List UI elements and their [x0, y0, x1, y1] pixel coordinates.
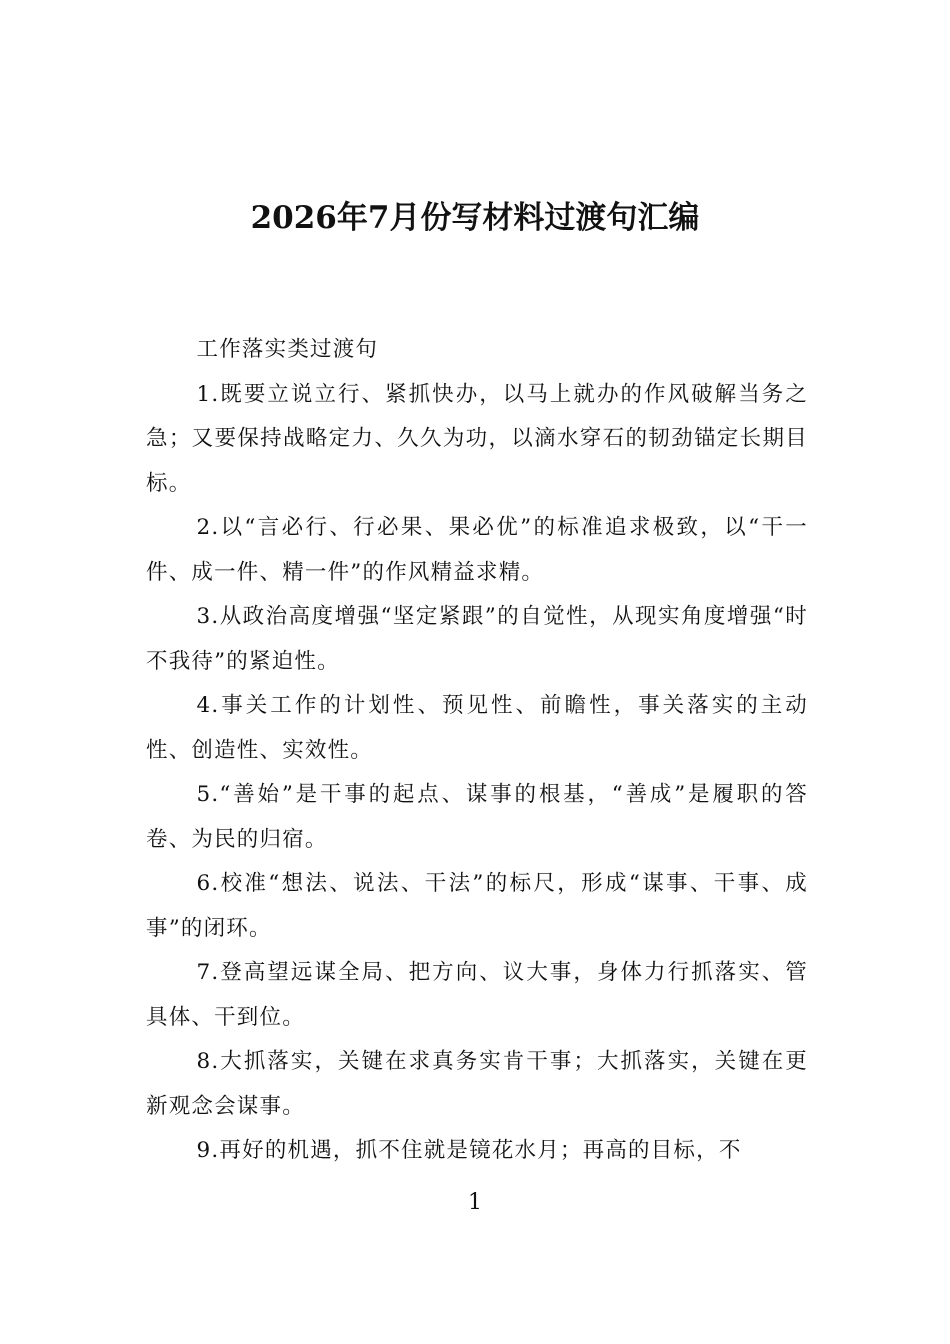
document-title: 2026年7月份写材料过渡句汇编	[250, 200, 700, 236]
document-body	[146, 328, 808, 1174]
paragraph-6: 6.校准“想法、说法、干法”的标尺，形成“谋事、干事、成事”的闭环。	[146, 871, 808, 941]
paragraph-7: 7.登高望远谋全局、把方向、议大事，身体力行抓落实、管具体、干到位。	[146, 960, 808, 1030]
paragraph-5: 5.“善始”是干事的起点、谋事的根基，“善成”是履职的答卷、为民的归宿。	[146, 782, 808, 852]
paragraph-1: 1.既要立说立行、紧抓快办，以马上就办的作风破解当务之急；又要保持战略定力、久久为功，以滴水穿石的韧劲锚定长期目标。	[146, 381, 808, 496]
section-heading: 工作落实类过渡句	[196, 337, 379, 362]
paragraph-4: 4.事关工作的计划性、预见性、前瞻性，事关落实的主动性、创造性、实效性。	[146, 693, 808, 763]
paragraph-8: 8.大抓落实，关键在求真务实肯干事；大抓落实，关键在更新观念会谋事。	[146, 1049, 808, 1119]
paragraph-9: 9.再好的机遇，抓不住就是镜花水月；再高的目标，不	[196, 1138, 742, 1163]
page-number: 1	[468, 1190, 482, 1215]
paragraph-2: 2.以“言必行、行必果、果必优”的标准追求极致，以“干一件、成一件、精一件”的作风精益求精。	[146, 515, 808, 585]
paragraph-3: 3.从政治高度增强“坚定紧跟”的自觉性，从现实角度增强“时不我待”的紧迫性。	[146, 604, 808, 674]
